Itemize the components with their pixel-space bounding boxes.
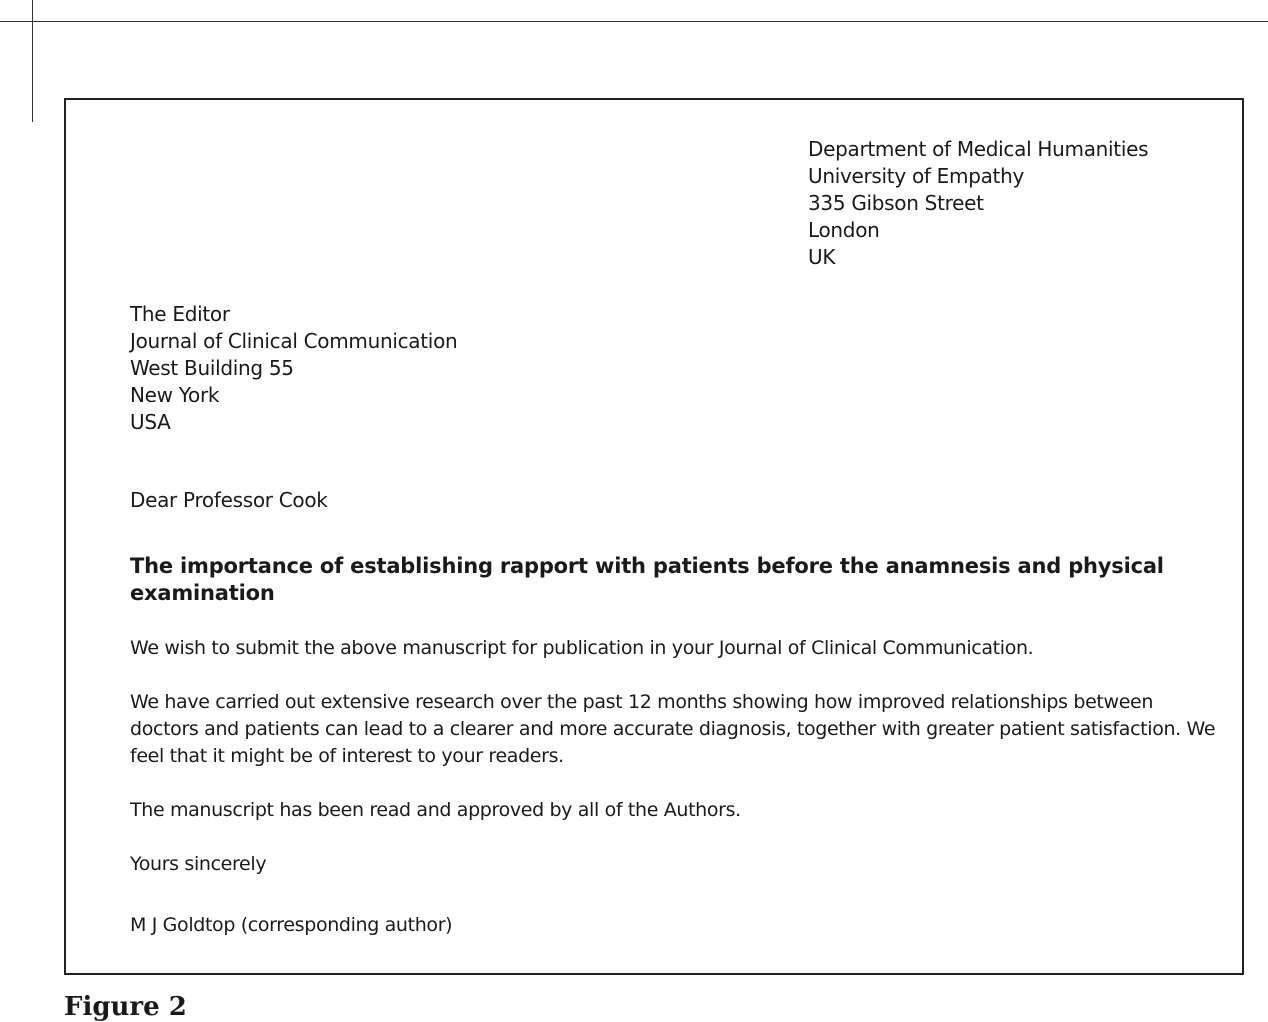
closing: Yours sincerely xyxy=(130,853,267,875)
sender-department: Department of Medical Humanities xyxy=(808,137,1149,161)
body-paragraph-2: We have carried out extensive research over the past 12 months showing how improved relationships between doctors and patients can lead to a clearer and more accurate diagnosis, together with greater patient satisfaction. We feel that it might be of interest to your readers. xyxy=(130,691,1216,767)
sender-country: UK xyxy=(808,245,836,269)
recipient-title: The Editor xyxy=(130,302,230,326)
recipient-country: USA xyxy=(130,410,171,434)
body-paragraph-3: The manuscript has been read and approved by all of the Authors. xyxy=(130,799,741,821)
sender-address xyxy=(808,136,1148,271)
salutation: Dear Professor Cook xyxy=(130,488,328,512)
body-paragraph-1: We wish to submit the above manuscript for publication in your Journal of Clinical Communication. xyxy=(130,637,1034,659)
letter-subject: The importance of establishing rapport with patients before the anamnesis and physical examination xyxy=(130,554,1164,605)
recipient-journal: Journal of Clinical Communication xyxy=(130,329,458,353)
sender-street: 335 Gibson Street xyxy=(808,191,984,215)
cover-letter xyxy=(64,98,1244,975)
sender-city: London xyxy=(808,218,880,242)
signature: M J Goldtop (corresponding author) xyxy=(130,914,453,936)
recipient-building: West Building 55 xyxy=(130,356,294,380)
figure-caption: Figure 2 xyxy=(64,992,187,1022)
crop-mark-horizontal xyxy=(0,21,1268,22)
sender-university: University of Empathy xyxy=(808,164,1025,188)
recipient-city: New York xyxy=(130,383,220,407)
recipient-address xyxy=(130,301,457,436)
crop-mark-vertical xyxy=(32,0,33,122)
